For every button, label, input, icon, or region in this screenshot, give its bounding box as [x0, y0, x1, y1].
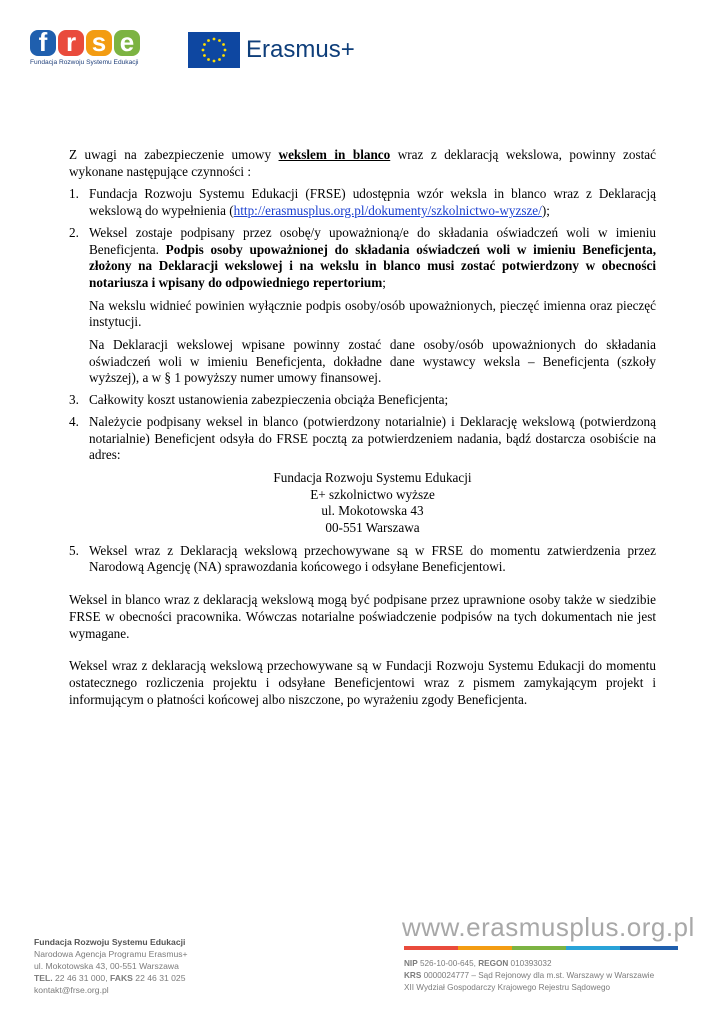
sub-paragraph: Na Deklaracji wekslowej wpisane powinny zostać dane osoby/osób upoważnionych do składania oświadczeń woli w imieniu Beneficjenta, dokładne dane wystawcy weksla – Beneficjenta (szkoły wyższej), a w § 1 powyższy numer umowy finansowej.: [89, 337, 656, 386]
steps-list: [69, 186, 656, 576]
frse-letter-e: e: [114, 30, 140, 56]
eu-star: [222, 43, 225, 46]
frse-caption: Fundacja Rozwoju Systemu Edukacji: [30, 59, 139, 66]
sub-paragraph: Na wekslu widnieć powinien wyłącznie podpis osoby/osób upoważnionych, pieczęć imienna oraz pieczęć instytucji.: [89, 297, 656, 330]
frse-letters: [30, 27, 145, 57]
eu-star: [222, 54, 225, 57]
footer-nip: NIP 526-10-00-645, REGON 010393032: [404, 959, 552, 968]
footer-org: Fundacja Rozwoju Systemu Edukacji: [34, 937, 186, 947]
frse-letter-f: f: [30, 30, 56, 56]
footer-contact: [34, 936, 188, 996]
erasmus-wordmark: Erasmus+: [246, 36, 355, 63]
notary-requirement: Podpis osoby upoważnionej do składania oświadczeń woli w imieniu Beneficjenta, złożony na Deklaracji wekslowej i na wekslu in blanco musi zostać potwierdzony w obecności notariusza i wpisany do odpowiedniego repertorium: [89, 241, 656, 290]
paragraph-signing: Weksel in blanco wraz z deklaracją wekslową mogą być podpisane przez uprawnione osoby także w siedzibie FRSE w obecności pracownika. Wówczas notarialne poświadczenie podpisów na tych dokumentach nie jest wymagane.: [69, 592, 656, 641]
page-footer: [0, 912, 725, 1024]
intro-paragraph: Z uwagi na zabezpieczenie umowy wekslem in blanco wraz z deklaracją wekslowa, powinny zostać wykonane następujące czynności :: [69, 147, 656, 179]
erasmus-logo: [188, 32, 355, 68]
list-item: 1. Fundacja Rozwoju Systemu Edukacji (FRSE) udostępnia wzór weksla in blanco wraz z Deklaracją wekslową do wypełnienia (http://erasmusplus.org.pl/dokumenty/szkolnictwo-wyzsze/);: [69, 186, 656, 219]
footer-phone: TEL. 22 46 31 000, FAKS 22 46 31 025: [34, 973, 186, 983]
eu-flag-icon: [188, 32, 240, 68]
paragraph-storage: Weksel wraz z deklaracją wekslową przechowywane są w Fundacji Rozwoju Systemu Edukacji do momentu ostatecznego rozliczenia projektu i odsyłane Beneficjentowi wraz z pismem zamykającym projekt i informującym o płatności końcowej albo niszczone, po wyrażeniu zgody Beneficjenta.: [69, 658, 656, 707]
eu-star: [202, 49, 205, 52]
footer-color-bar: [404, 946, 678, 950]
list-item: 2. Weksel zostaje podpisany przez osobę/y upoważnioną/e do składania oświadczeń woli w imieniu Beneficjenta. Podpis osoby upoważnionej do składania oświadczeń woli w imieniu Beneficjenta, złożony na Deklaracji wekslowej i na wekslu in blanco musi zostać potwierdzony w obecności notariusza i wpisany do odpowiedniego repertorium; Na wekslu widnieć powinien wyłącznie podpis osoby/osób upoważnionych, pieczęć imienna oraz pieczęć instytucji. Na Deklaracji wekslowej wpisane powinny zostać dane osoby/osób upoważnionych do składania oświadczeń woli w imieniu Beneficjenta, dokładne dane wystawcy weksla – Beneficjenta (szkoły wyższej), a w § 1 powyższy numer umowy finansowej.: [69, 224, 656, 386]
frse-letter-r: r: [58, 30, 84, 56]
frse-logo: [30, 27, 145, 75]
footer-krs: KRS 0000024777 – Sąd Rejonowy dla m.st. Warszawy w Warszawie: [404, 971, 655, 980]
eu-star: [213, 38, 216, 41]
document-link[interactable]: http://erasmusplus.org.pl/dokumenty/szkolnictwo-wyzsze/: [233, 203, 542, 219]
eu-star: [218, 58, 221, 61]
eu-star: [203, 54, 206, 57]
footer-court: XII Wydział Gospodarczy Krajowego Rejestru Sądowego: [404, 983, 611, 992]
list-item: 3. Całkowity koszt ustanowienia zabezpieczenia obciąża Beneficjenta;: [69, 392, 449, 408]
footer-website[interactable]: www.erasmusplus.org.pl: [402, 912, 695, 942]
list-item: 5. Weksel wraz z Deklaracją wekslową przechowywane są w FRSE do momentu zatwierdzenia przez Narodową Agencję (NA) sprawozdania końcowego i odsyłane Beneficjentowi.: [69, 542, 656, 575]
eu-star: [224, 49, 227, 52]
eu-star: [203, 43, 206, 46]
document-body: [69, 147, 656, 708]
eu-star: [218, 39, 221, 42]
list-item: 4. Należycie podpisany weksel in blanco (potwierdzony notarialnie) i Deklarację wekslową (potwierdzoną notarialnie) Beneficjent odsyła do FRSE pocztą za potwierdzeniem nadania, bądź dostarcza osobiście na adres: Fundacja Rozwoju Systemu Edukacji E+ szkolnictwo wyższe ul. Mokotowska 43 00-551 Warszawa: [69, 413, 656, 536]
footer-legal: [404, 958, 654, 994]
footer-address: ul. Mokotowska 43, 00-551 Warszawa: [34, 961, 179, 971]
intro-emphasis: wekslem in blanco: [278, 147, 391, 162]
eu-star: [207, 58, 210, 61]
frse-letter-s: s: [86, 30, 112, 56]
footer-email[interactable]: kontakt@frse.org.pl: [34, 985, 109, 995]
mailing-address: Fundacja Rozwoju Systemu Edukacji E+ szkolnictwo wyższe ul. Mokotowska 43 00-551 Warszawa: [273, 469, 472, 536]
eu-star: [207, 39, 210, 42]
eu-star: [213, 60, 216, 63]
footer-agency: Narodowa Agencja Programu Erasmus+: [34, 949, 188, 959]
